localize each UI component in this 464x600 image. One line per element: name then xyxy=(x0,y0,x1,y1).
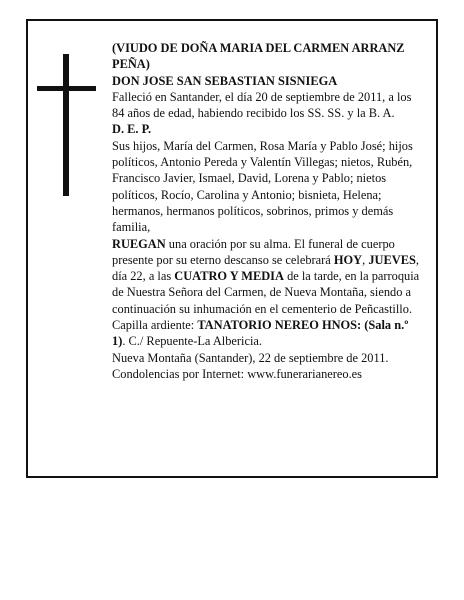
funeral-text-3: de la tarde, en la parroquia de Nuestra Señora del Carmen, de Nueva Montaña, siendo a continuación su inhumación en el cementerio de Peñcastillo. xyxy=(112,269,420,316)
chapel-label: Capilla ardiente: xyxy=(112,318,198,333)
funeral-time: CUATRO Y MEDIA xyxy=(174,269,284,284)
dep-line: D. E. P. xyxy=(112,122,152,137)
family-list: Sus hijos, María del Carmen, Rosa María y Pablo José; hijos políticos, Antonio Pereda y Valentín Villegas; nietos, Rubén, Francisco Javier, Ismael, David, Lorena y Pablo; nietos políticos, Rocío, Carolina y Antonio; bisnieta, Helena; hermanos, hermanos políticos, sobrinos, primos y demás familia, xyxy=(112,138,413,235)
funeral-text-1: una oración por su alma. El funeral de cuerpo presente por su eterno descanso se celebrará xyxy=(112,236,395,267)
funeral-comma: , xyxy=(362,252,369,267)
widower-line: (VIUDO DE DOÑA MARIA DEL CARMEN ARRANZ PEÑA) xyxy=(112,41,405,72)
chapel-name: TANATORIO NEREO HNOS: (Sala n.º 1) xyxy=(112,318,409,349)
hoy-word: HOY xyxy=(333,252,363,267)
notice-text xyxy=(112,40,424,382)
cross-icon xyxy=(37,54,96,196)
ruegan-word: RUEGAN xyxy=(112,236,166,251)
funeral-text-2: , día 22, a las xyxy=(112,252,419,284)
cross-horizontal-bar xyxy=(37,86,96,91)
death-info: Falleció en Santander, el día 20 de septiembre de 2011, a los 84 años de edad, habiendo recibido los SS. SS. y la B. A. xyxy=(112,89,412,121)
chapel-address: . C./ Repuente-La Albericia. xyxy=(122,334,263,349)
funeral-info xyxy=(112,236,424,317)
condolences-line: Condolencias por Internet: www.funerarianereo.es xyxy=(112,366,363,381)
place-date: Nueva Montaña (Santander), 22 de septiembre de 2011. xyxy=(112,350,389,365)
chapel-info xyxy=(112,317,424,350)
deceased-name: DON JOSE SAN SEBASTIAN SISNIEGA xyxy=(112,73,338,88)
jueves-word: JUEVES xyxy=(368,252,416,267)
cross-vertical-bar xyxy=(63,54,69,196)
